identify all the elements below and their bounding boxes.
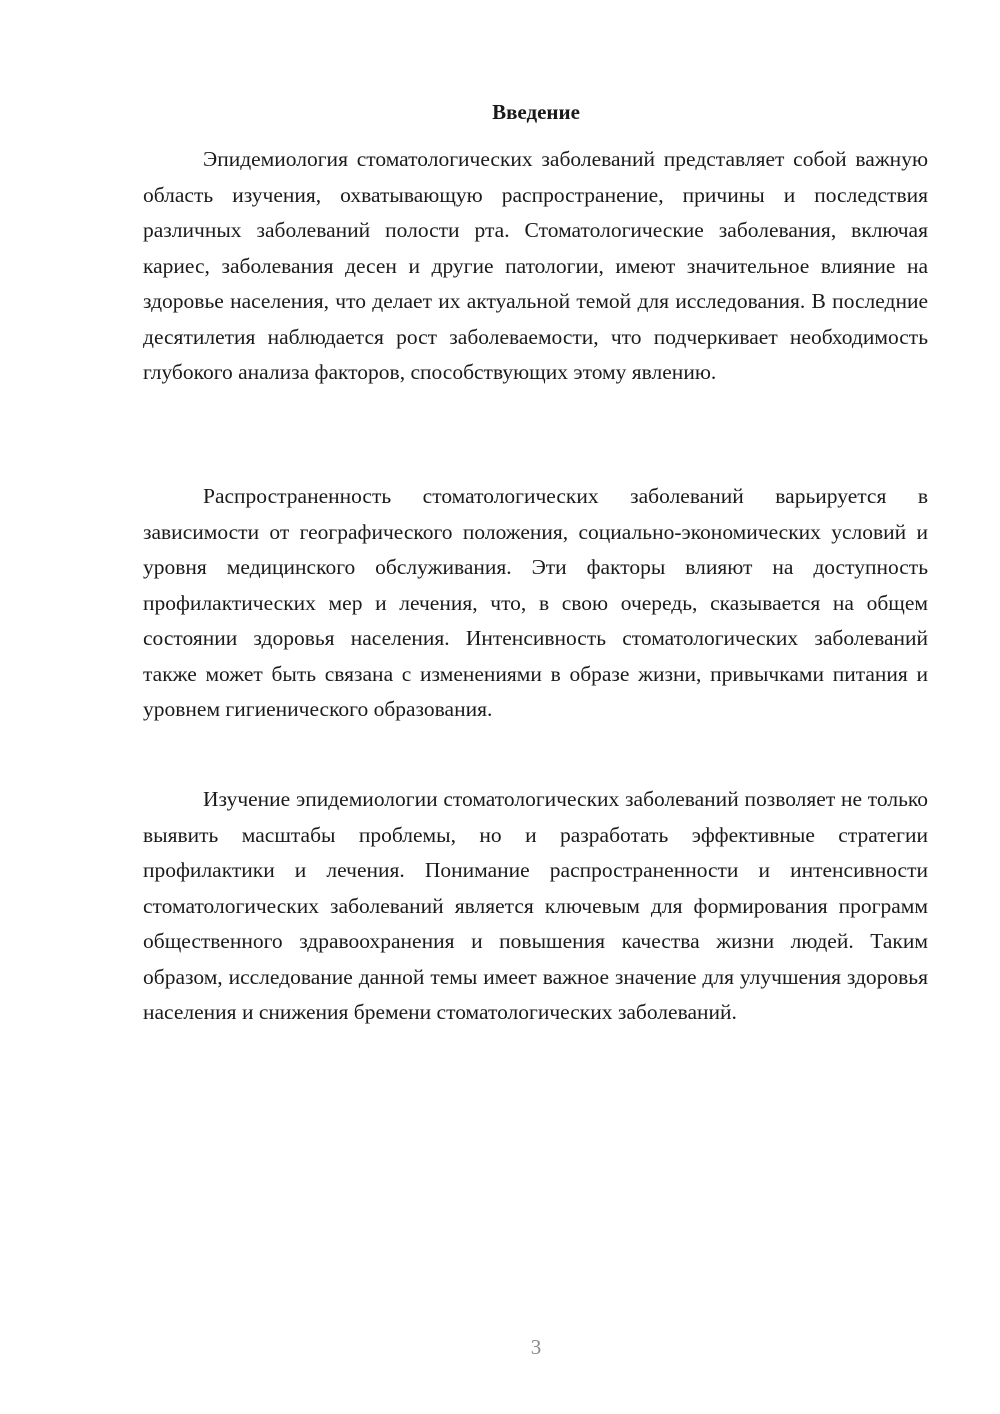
- paragraph-1: Эпидемиология стоматологических заболеваний представляет собой важную область изучения, охватывающую распространение, причины и последствия различных заболеваний полости рта. Стоматологические заболевания, включая кариес, заболевания десен и другие патологии, имеют значительное влияние на здоровье населения, что делает их актуальной темой для исследования. В последние десятилетия наблюдается рост заболеваемости, что подчеркивает необходимость глубокого анализа факторов, способствующих этому явлению.: [143, 147, 928, 384]
- paragraph-2: Распространенность стоматологических заболеваний варьируется в зависимости от географического положения, социально-экономических условий и уровня медицинского обслуживания. Эти факторы влияют на доступность профилактических мер и лечения, что, в свою очередь, сказывается на общем состоянии здоровья населения. Интенсивность стоматологических заболеваний также может быть связана с изменениями в образе жизни, привычками питания и уровнем гигиенического образования.: [143, 484, 928, 721]
- page-number: 3: [530, 1335, 542, 1359]
- section-heading: Введение: [492, 100, 580, 124]
- paragraph-3: Изучение эпидемиологии стоматологических заболеваний позволяет не только выявить масштабы проблемы, но и разработать эффективные стратегии профилактики и лечения. Понимание распространенности и интенсивности стоматологических заболеваний является ключевым для формирования программ общественного здравоохранения и повышения качества жизни людей. Таким образом, исследование данной темы имеет важное значение для улучшения здоровья населения и снижения бремени стоматологических заболеваний.: [143, 787, 928, 1024]
